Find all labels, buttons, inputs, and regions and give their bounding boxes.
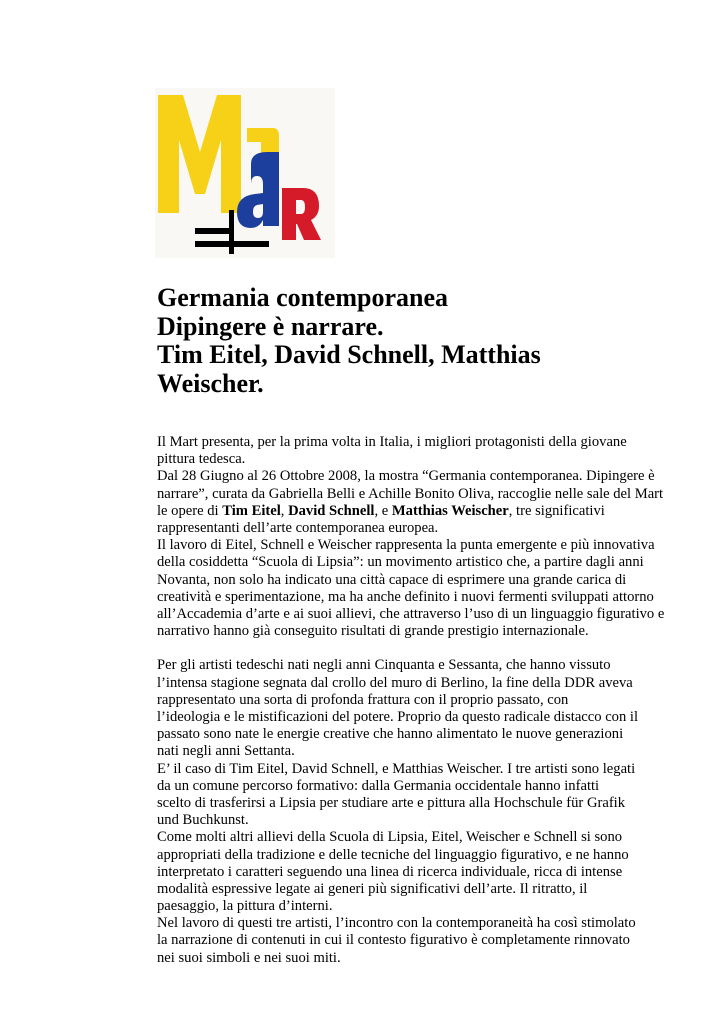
text-line: l’intensa stagione segnata dal crollo del muro di Berlino, la fine della DDR aveva — [157, 674, 633, 691]
text-line: Nel lavoro di questi tre artisti, l’incontro con la contemporaneità ha così stimolato — [157, 915, 636, 932]
text-line: interpretato i caratteri seguendo una linea di ricerca individuale, ricca di intense — [157, 863, 623, 880]
artists-line — [157, 503, 657, 520]
text-line: all’Accademia d’arte e ai suoi allievi, che attraverso l’uso di un linguaggio figurativo e — [157, 605, 665, 622]
text-line: Novanta, non solo ha indicato una città capace di esprimere una grande carica di — [157, 571, 627, 588]
artist-name-matthias-weischer: Matthias Weischer — [391, 502, 509, 519]
text-line: nati negli anni Settanta. — [157, 743, 295, 760]
text-line: Per gli artisti tedeschi nati negli anni Cinquanta e Sessanta, che hanno vissuto — [157, 657, 611, 674]
text-line: creatività e sperimentazione, ma ha anche definito i nuovi fermenti sviluppati attorno — [157, 588, 654, 605]
mart-logo — [155, 88, 335, 258]
text-line: rappresentanti dell’arte contemporanea europea. — [157, 519, 439, 536]
text-line: pittura tedesca. — [157, 451, 246, 468]
text-segment: , — [280, 502, 289, 519]
text-line: della cosiddetta “Scuola di Lipsia”: un movimento artistico che, a partire dagli anni — [157, 554, 644, 571]
artist-name-tim-eitel: Tim Eitel — [222, 502, 281, 519]
title-line: Tim Eitel, David Schnell, Matthias — [157, 340, 541, 369]
title-line: Weischer. — [157, 368, 264, 398]
text-line: l’ideologia e le mistificazioni del potere. Proprio da questo radicale distacco con il — [157, 709, 639, 725]
text-line: narrare”, curata da Gabriella Belli e Achille Bonito Oliva, raccoglie nelle sale del Mart — [157, 485, 664, 502]
text-line: Il lavoro di Eitel, Schnell e Weischer rappresenta la punta emergente e più innovativa — [157, 537, 655, 554]
text-line: passato sono nate le energie creative che hanno alimentato le nuove generazioni — [157, 726, 624, 743]
title-line: Dipingere è narrare. — [157, 311, 384, 341]
text-segment: le opere di — [157, 502, 223, 519]
text-segment: , e — [374, 502, 392, 519]
text-line: Come molti altri allievi della Scuola di Lipsia, Eitel, Weischer e Schnell si sono — [157, 829, 623, 846]
text-line: E’ il caso di Tim Eitel, David Schnell, e Matthias Weischer. I tre artisti sono legati — [157, 760, 636, 777]
text-line: la narrazione di contenuti in cui il contesto figurativo è completamente rinnovato — [157, 932, 630, 949]
text-line: nei suoi simboli e nei suoi miti. — [157, 949, 341, 966]
text-segment: , tre significativi — [508, 502, 605, 519]
title-line: Germania contemporanea — [157, 283, 449, 312]
text-line: paesaggio, la pittura d’interni. — [157, 898, 333, 915]
text-line: narrativo hanno già conseguito risultati di grande prestigio internazionale. — [157, 623, 589, 640]
paragraph-context — [157, 657, 657, 966]
text-line: Dal 28 Giugno al 26 Ottobre 2008, la mostra “Germania contemporanea. Dipingere è — [157, 468, 655, 485]
text-line: scelto di trasferirsi a Lipsia per studiare arte e pittura alla Hochschule für Grafik — [157, 794, 626, 811]
paragraph-intro — [157, 434, 665, 640]
text-line: da un comune percorso formativo: dalla Germania occidentale hanno infatti — [157, 777, 600, 794]
text-line: appropriati della tradizione e delle tecniche del linguaggio figurativo, e ne hanno — [157, 846, 629, 863]
document-body — [157, 434, 665, 967]
artist-name-david-schnell: David Schnell — [288, 502, 375, 519]
paragraph-gap — [157, 640, 657, 657]
text-line: und Buchkunst. — [157, 812, 249, 829]
text-line: modalità espressive legate ai generi più significativi dell’arte. Il ritratto, il — [157, 880, 588, 897]
document-title — [157, 284, 677, 398]
mart-logo-graphic — [155, 88, 335, 258]
text-line: rappresentato una sorta di profonda frattura con il proprio passato, con — [157, 691, 569, 708]
text-line: Il Mart presenta, per la prima volta in Italia, i migliori protagonisti della giovane — [157, 434, 627, 450]
